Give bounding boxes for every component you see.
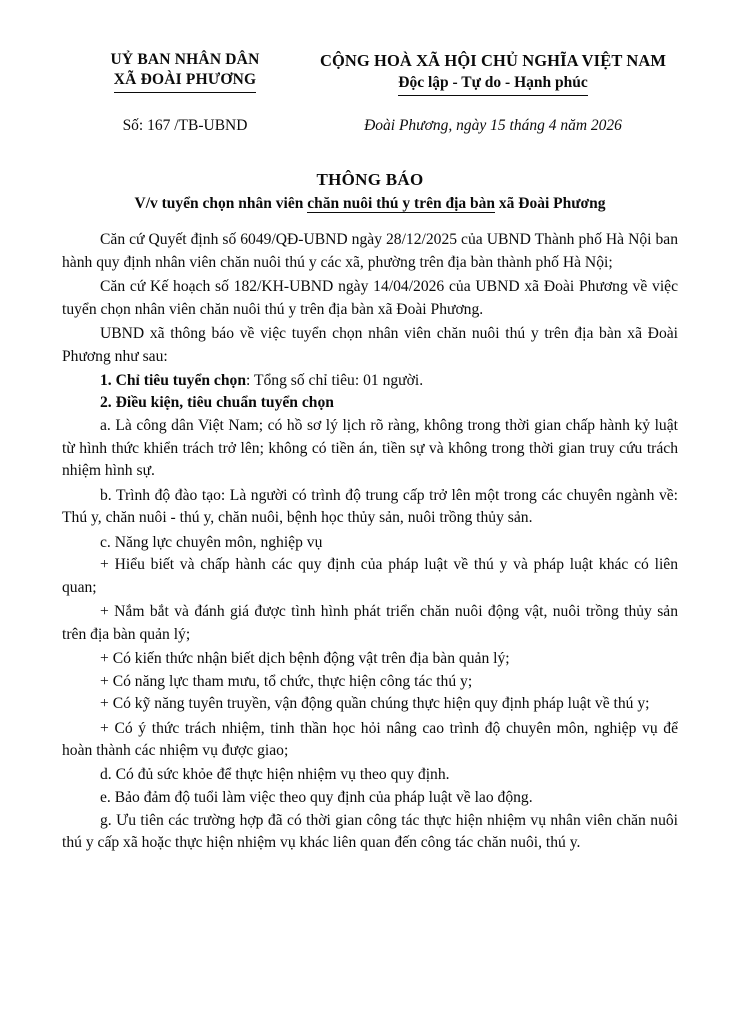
document-subtitle [62, 194, 678, 214]
document-body [62, 229, 678, 857]
criterion-c-bullet-5: + Có kỹ năng tuyên truyền, vận động quần chúng thực hiện quy định pháp luật về thú y; [100, 695, 650, 713]
criterion-b: b. Trình độ đào tạo: Là người có trình độ trung cấp trở lên một trong các chuyên ngành về: Thú y, chăn nuôi - thú y, chăn nuôi, bệnh học thủy sản, nuôi trồng thủy sản. [62, 486, 678, 527]
criterion-c-bullet-4: + Có năng lực tham mưu, tổ chức, thực hiện công tác thú y; [100, 672, 473, 690]
section-1 [62, 370, 678, 393]
paragraph-basis-1: Căn cứ Quyết định số 6049/QĐ-UBND ngày 28/12/2025 của UBND Thành phố Hà Nội ban hành quy định nhân viên chăn nuôi thú y các xã, phường trên địa bàn thành phố Hà Nội; [62, 231, 678, 271]
criterion-c-bullet-6: + Có ý thức trách nhiệm, tinh thần học hỏi nâng cao trình độ chuyên môn, nghiệp vụ để hoàn thành các nhiệm vụ được giao; [62, 719, 678, 760]
place-and-date: Đoài Phương, ngày 15 tháng 4 năm 2026 [364, 116, 622, 134]
national-title: CỘNG HOÀ XÃ HỘI CHỦ NGHĨA VIỆT NAM [319, 51, 667, 70]
document-title: THÔNG BÁO [316, 169, 424, 189]
criterion-c-bullet-3: + Có kiến thức nhận biết dịch bệnh động vật trên địa bàn quản lý; [100, 649, 510, 667]
section-2 [62, 392, 678, 415]
masthead [62, 50, 678, 96]
criterion-e: e. Bảo đảm độ tuổi làm việc theo quy định của pháp luật về lao động. [100, 789, 533, 807]
section-2-label: 2. Điều kiện, tiêu chuẩn tuyển chọn [100, 394, 334, 412]
criterion-c-bullet-1: + Hiểu biết và chấp hành các quy định của pháp luật về thú y và pháp luật khác có liên quan; [62, 556, 678, 596]
criterion-c-bullet-2: + Nắm bắt và đánh giá được tình hình phát triển chăn nuôi động vật, nuôi trồng thủy sản trên địa bàn quản lý; [62, 603, 678, 643]
criterion-c: c. Năng lực chuyên môn, nghiệp vụ [100, 533, 323, 551]
section-1-label: 1. Chỉ tiêu tuyển chọn [100, 371, 246, 389]
national-heading-block [308, 50, 678, 96]
criterion-g: g. Ưu tiên các trường hợp đã có thời gian công tác thực hiện nhiệm vụ nhân viên chăn nuôi thú y cấp xã hoặc thực hiện nhiệm vụ khác liên quan đến công tác chăn nuôi, thú y. [62, 811, 678, 852]
document-reference-row [62, 117, 678, 135]
paragraph-announcement: UBND xã thông báo về việc tuyển chọn nhân viên chăn nuôi thú y trên địa bàn xã Đoài Phương như sau: [62, 324, 678, 365]
title-block [62, 169, 678, 215]
document-subtitle-lead: V/v tuyển chọn nhân viên [134, 194, 308, 212]
issuing-authority-line1: UỶ BAN NHÂN DÂN [110, 51, 260, 68]
document-subtitle-underlined: chăn nuôi thú y trên địa bàn [307, 194, 495, 212]
document-number: Số: 167 /TB-UBND [122, 116, 248, 134]
issuing-authority-block [62, 50, 308, 93]
criterion-a: a. Là công dân Việt Nam; có hồ sơ lý lịch rõ ràng, không trong thời gian chấp hành kỷ luật từ hình thức khiển trách trở lên; không có tiền án, tiền sự và không trong thời gian truy cứu trách nhiệm hình sự. [62, 417, 678, 480]
national-motto: Độc lập - Tự do - Hạnh phúc [398, 73, 587, 96]
criterion-d: d. Có đủ sức khỏe để thực hiện nhiệm vụ theo quy định. [100, 766, 450, 784]
issuing-authority-line2: XÃ ĐOÀI PHƯƠNG [114, 70, 257, 92]
document-subtitle-tail: xã Đoài Phương [495, 194, 606, 212]
section-1-text: : Tổng số chỉ tiêu: 01 người. [246, 371, 424, 389]
paragraph-basis-2: Căn cứ Kế hoạch số 182/KH-UBND ngày 14/04/2026 của UBND xã Đoài Phương về việc tuyển chọn nhân viên chăn nuôi thú y trên địa bàn xã Đoài Phương. [62, 277, 678, 318]
